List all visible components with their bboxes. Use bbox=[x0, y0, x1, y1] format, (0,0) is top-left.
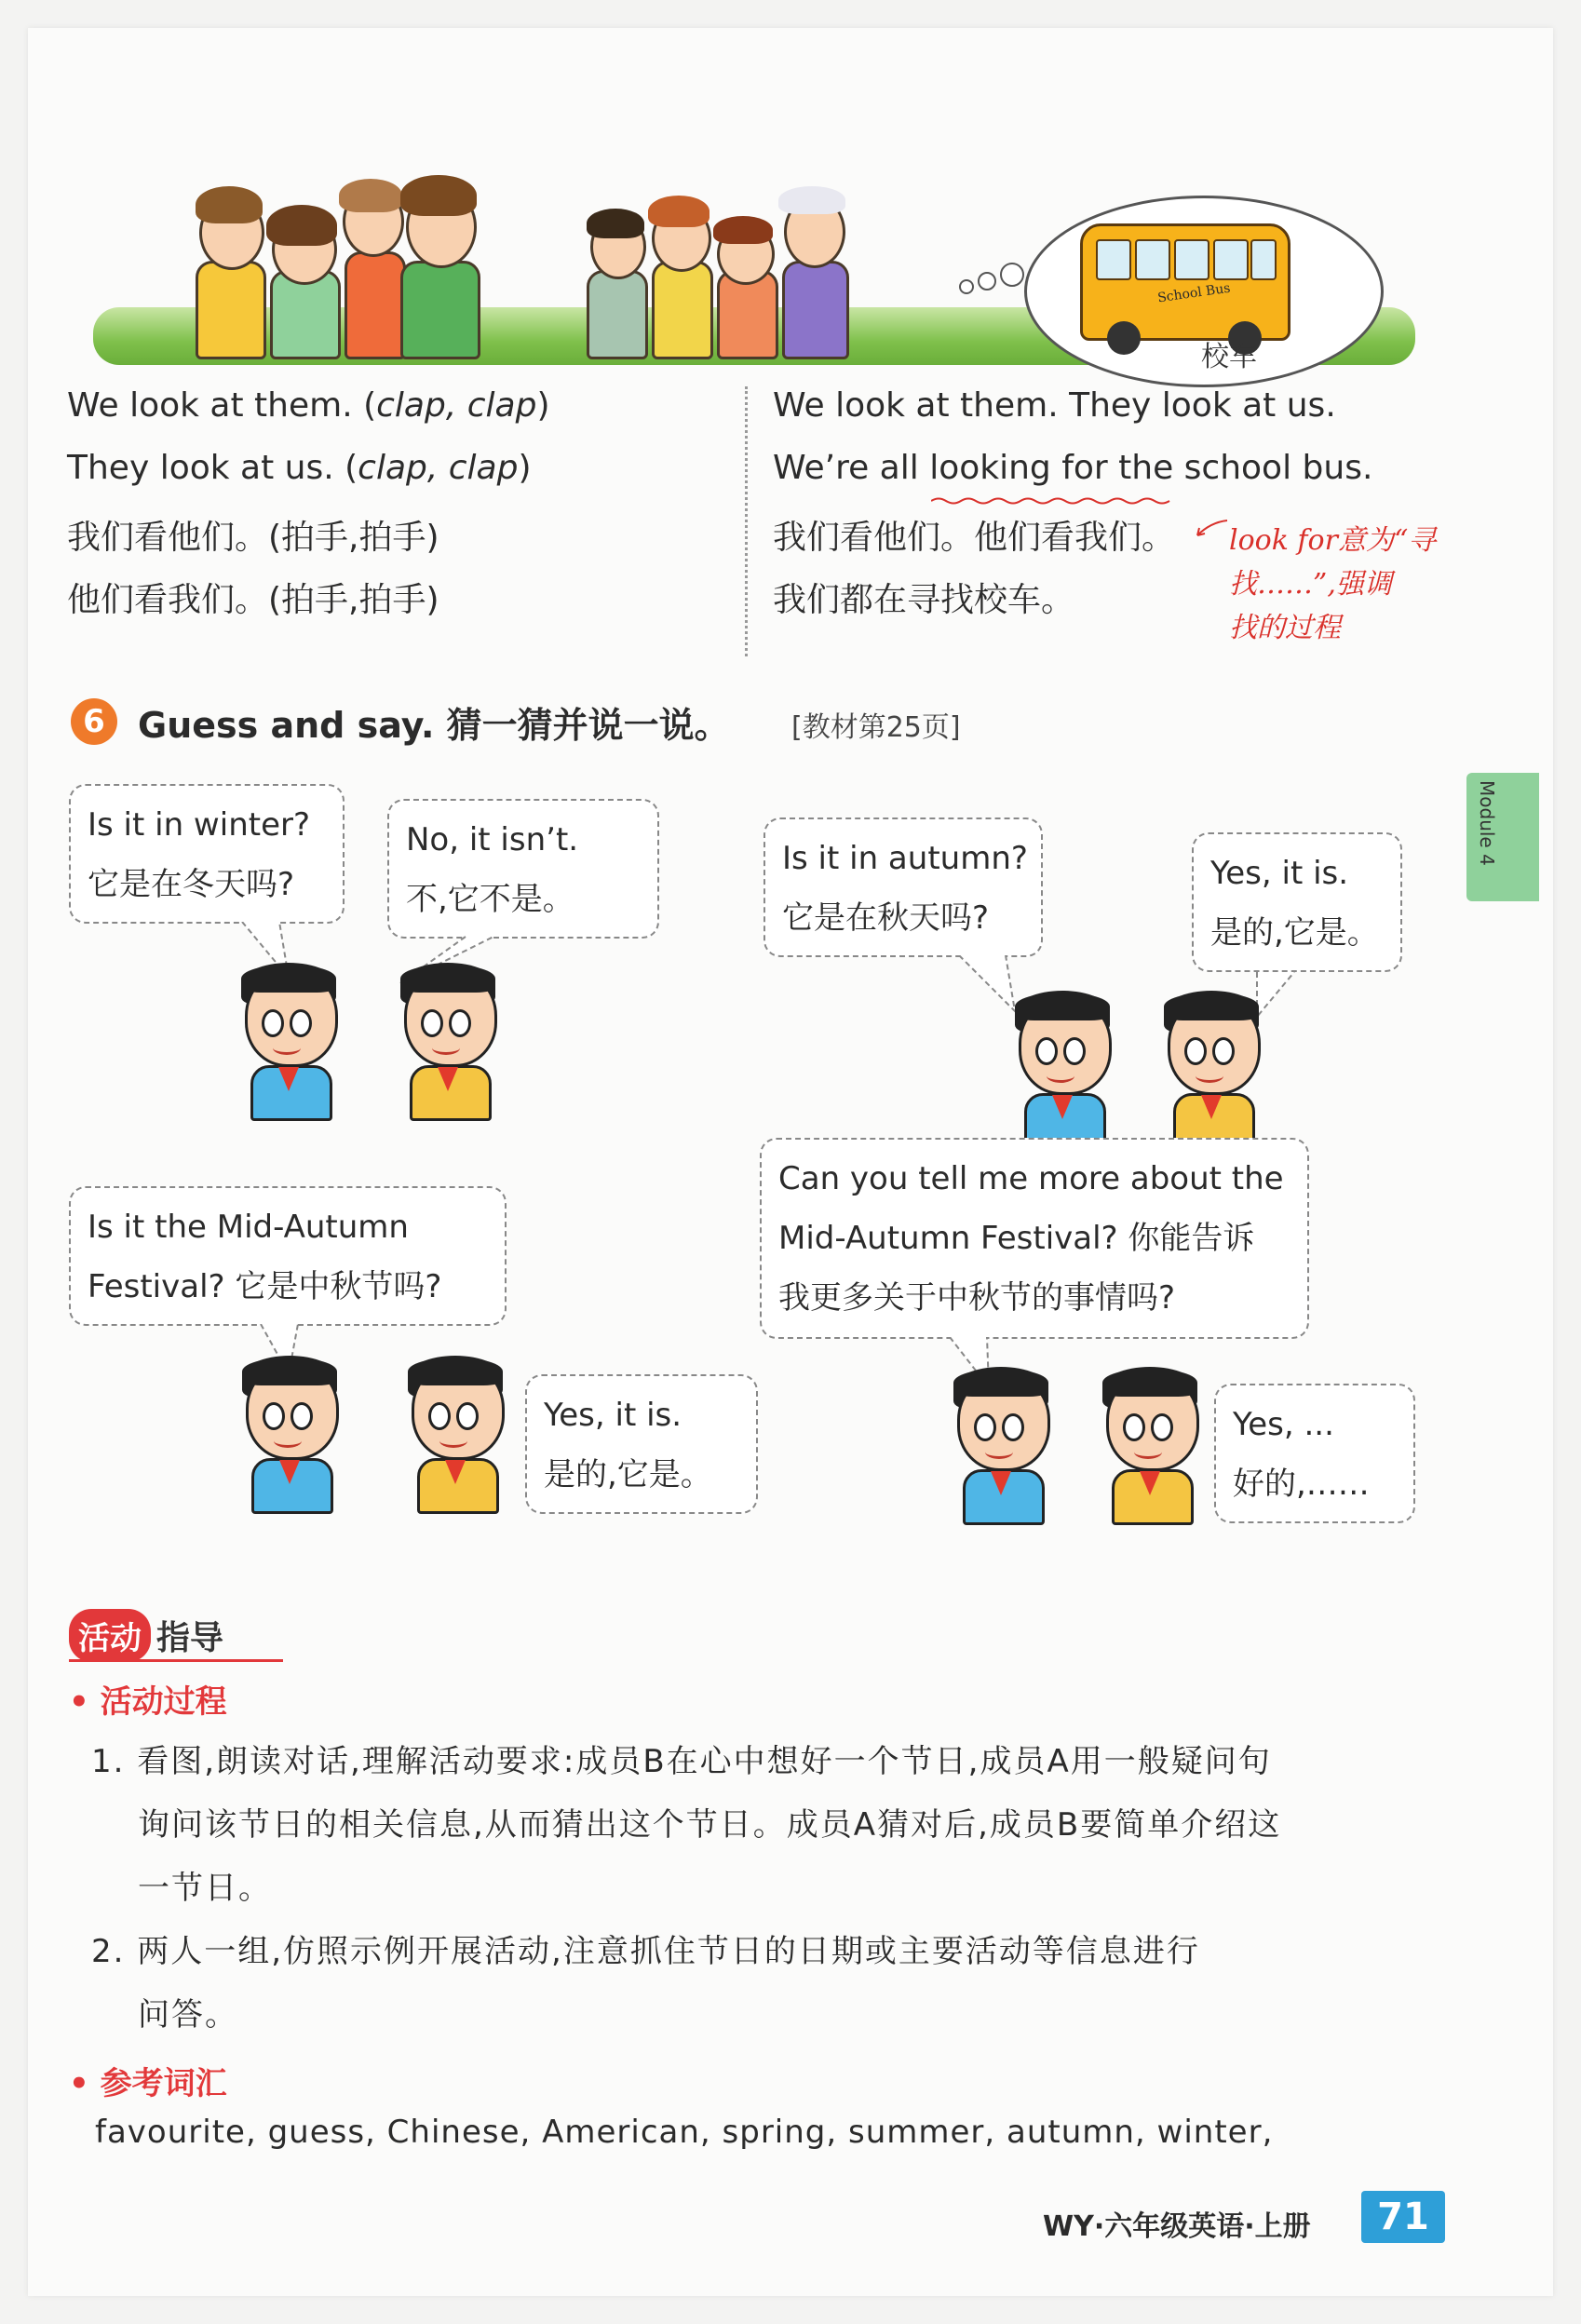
section-title: Guess and say. 猜一猜并说一说。 bbox=[138, 705, 730, 746]
kids-group-left bbox=[186, 158, 484, 363]
handwritten-note-line-3: 找的过程 bbox=[1229, 612, 1341, 644]
boy-a-cartoon bbox=[237, 968, 340, 1117]
activity-guide-badge bbox=[69, 1609, 223, 1661]
handwritten-underline bbox=[931, 496, 1173, 506]
speech-bubble-q4: Can you tell me more about the Mid-Autumn Festival? 你能告诉 我更多关于中秋节的事情吗? bbox=[760, 1138, 1309, 1339]
step-line-5: 问答。 bbox=[138, 1996, 238, 2034]
speech-bubble-a2: Yes, it is. 是的,它是。 bbox=[1192, 832, 1402, 972]
thought-dot bbox=[1000, 263, 1024, 287]
vocab-list: favourite, guess, Chinese, American, spring, summer, autumn, winter, bbox=[95, 2114, 1274, 2151]
boy-b-cartoon bbox=[1099, 1372, 1201, 1521]
module-tab-label: Module 4 bbox=[1476, 780, 1498, 866]
speech-bubble-q2: Is it in autumn? 它是在秋天吗? bbox=[763, 817, 1043, 957]
step-line-4: 2. 两人一组,仿照示例开展活动,注意抓住节日的日期或主要活动等信息进行 bbox=[91, 1933, 1200, 1970]
column-divider bbox=[745, 386, 748, 656]
chant-left-line-2: They look at us. (clap, clap) bbox=[67, 449, 532, 487]
speech-bubble-a1: No, it isn’t. 不,它不是。 bbox=[387, 799, 659, 939]
boy-b-cartoon bbox=[397, 968, 499, 1117]
bus-sign: School Bus bbox=[1156, 280, 1232, 306]
module-side-tab bbox=[1466, 773, 1539, 901]
chant-right-line-4: 我们都在寻找校车。 bbox=[773, 581, 1075, 619]
kids-group-middle bbox=[587, 158, 940, 363]
chant-right-line-3: 我们看他们。他们看我们。 bbox=[773, 519, 1176, 557]
note-arrow-icon bbox=[1192, 517, 1229, 545]
boy-a-cartoon bbox=[1011, 996, 1114, 1145]
boy-a-cartoon bbox=[238, 1361, 341, 1510]
speech-bubble-a4: Yes, ... 好的,…… bbox=[1214, 1384, 1415, 1523]
chant-left-line-1: We look at them. (clap, clap) bbox=[67, 386, 550, 425]
chant-left-line-3: 我们看他们。(拍手,拍手) bbox=[67, 519, 439, 557]
speech-bubble-q1: Is it in winter? 它是在冬天吗? bbox=[69, 784, 345, 924]
bubble-tails-2 bbox=[950, 955, 1341, 1020]
children-illustration bbox=[93, 158, 1415, 382]
speech-bubble-a3: Yes, it is. 是的,它是。 bbox=[525, 1374, 758, 1514]
boy-a-cartoon bbox=[950, 1372, 1052, 1521]
chant-left-line-4: 他们看我们。(拍手,拍手) bbox=[67, 581, 439, 619]
guide-badge-label-b: 指导 bbox=[156, 1619, 224, 1657]
step-line-2: 询问该节日的相关信息,从而猜出这个节日。成员A猜对后,成员B要简单介绍这 bbox=[138, 1806, 1282, 1844]
book-title: WY·六年级英语·上册 bbox=[1043, 2210, 1311, 2243]
textbook-page bbox=[28, 28, 1553, 2296]
thought-dot bbox=[978, 272, 996, 290]
section-number: 6 bbox=[71, 698, 117, 745]
handwritten-note-line-2: 找……”,强调 bbox=[1229, 568, 1392, 601]
guide-badge-label-a: 活动 bbox=[69, 1609, 151, 1662]
thought-dot bbox=[959, 279, 974, 294]
chant-right-line-2: We’re all looking for the school bus. bbox=[773, 449, 1373, 487]
boy-b-cartoon bbox=[404, 1361, 507, 1510]
process-heading: • 活动过程 bbox=[69, 1683, 227, 1721]
bus-label: 校车 bbox=[1201, 341, 1257, 373]
school-bus-icon bbox=[1080, 223, 1290, 341]
guide-underline bbox=[69, 1659, 283, 1662]
vocab-heading: • 参考词汇 bbox=[69, 2065, 227, 2102]
step-line-3: 一节日。 bbox=[138, 1870, 272, 1907]
boy-b-cartoon bbox=[1160, 996, 1263, 1145]
step-line-1: 1. 看图,朗读对话,理解活动要求:成员B在心中想好一个节日,成员A用一般疑问句 bbox=[91, 1743, 1272, 1780]
handwritten-note-line-1: look for意为“寻 bbox=[1229, 524, 1437, 557]
textbook-reference: [教材第25页] bbox=[791, 711, 961, 744]
speech-bubble-q3: Is it the Mid-Autumn Festival? 它是中秋节吗? bbox=[69, 1186, 507, 1326]
page-number: 71 bbox=[1361, 2191, 1445, 2243]
chant-right-line-1: We look at them. They look at us. bbox=[773, 386, 1336, 425]
